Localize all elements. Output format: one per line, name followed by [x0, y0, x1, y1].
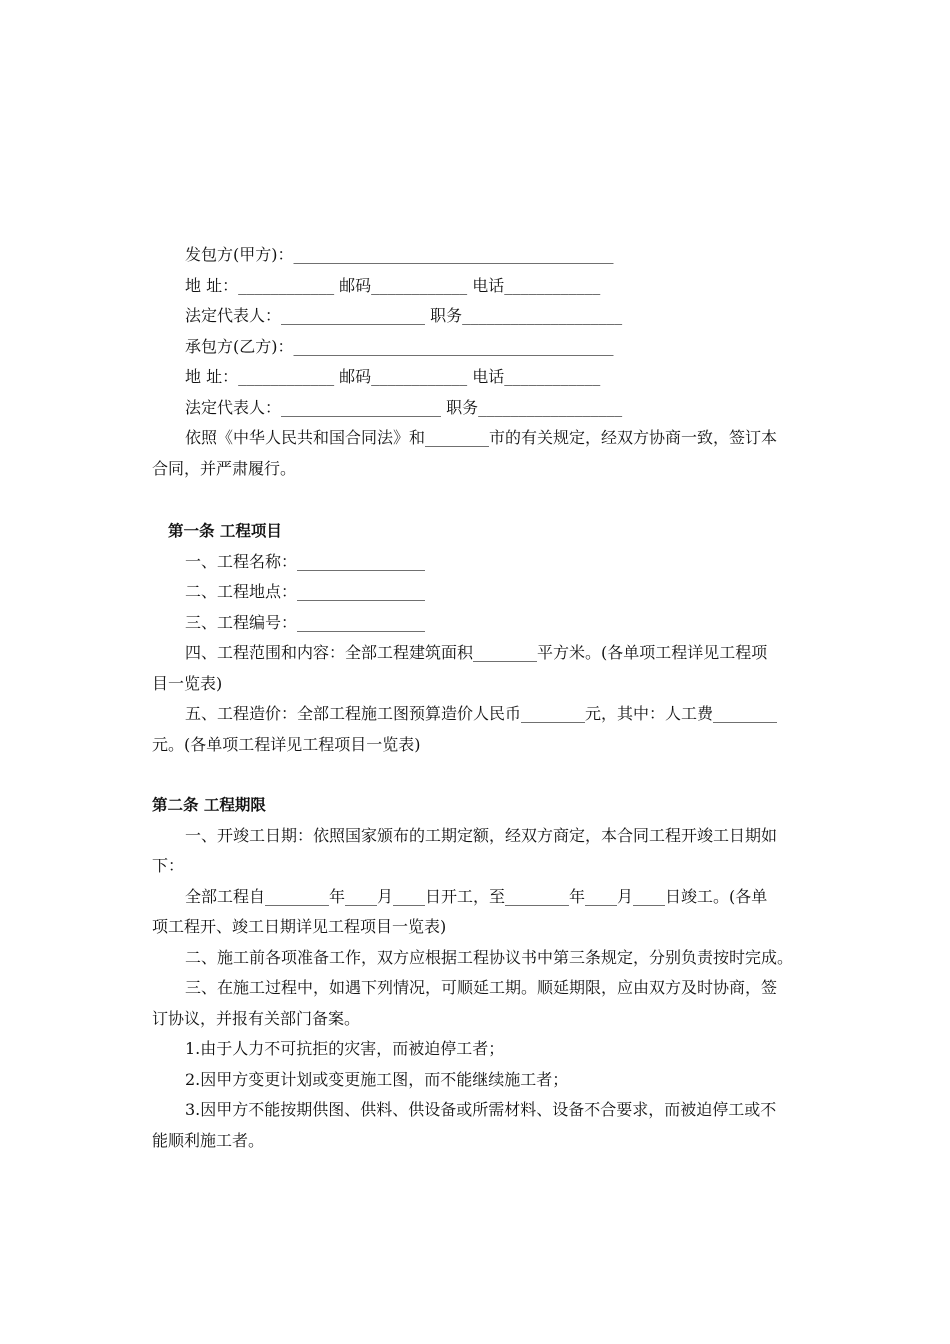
article-2-list-item-2: 2.因甲方变更计划或变更施工图，而不能继续施工者；	[185, 1069, 569, 1089]
article-1-item-4-line-2: 目一览表)	[152, 673, 223, 693]
article-2-p2-line-2: 项工程开、竣工日期详见工程项目一览表)	[152, 917, 447, 936]
article-2-p2-line-1: 全部工程自________年____月____日开工，至________年____月____日竣工。(各单	[185, 886, 768, 906]
article-2-p3: 二、施工前各项准备工作，双方应根据工程协议书中第三条规定，分别负责按时完成。	[185, 947, 794, 967]
article-2-list-item-1: 1.由于人力不可抗拒的灾害，而被迫停工者；	[185, 1039, 505, 1058]
article-1-item-3: 三、工程编号：________________	[185, 612, 426, 632]
party-b-line: 承包方(乙方)：________________________________________	[185, 336, 614, 356]
intro-paragraph-line-2: 合同，并严肃履行。	[152, 458, 297, 478]
article-1-item-1: 一、工程名称：________________	[185, 551, 426, 571]
article-2-p4-line-2: 订协议，并报有关部门备案。	[152, 1008, 361, 1028]
article-2-list-item-3-line-1: 3.因甲方不能按期供图、供料、供设备或所需材料、设备不合要求，而被迫停工或不	[185, 1100, 777, 1119]
article-2-p1-line-1: 一、开竣工日期：依照国家颁布的工期定额，经双方商定，本合同工程开竣工日期如	[185, 825, 778, 845]
article-1-item-5-line-2: 元。(各单项工程详见工程项目一览表)	[152, 734, 421, 754]
article-2-heading: 第二条 工程期限	[152, 796, 266, 814]
article-1-item-4-line-1: 四、工程范围和内容：全部工程建筑面积________平方米。(各单项工程详见工程项	[185, 643, 768, 662]
party-a-address-line: 地 址：____________ 邮码____________ 电话____________	[185, 275, 601, 295]
contract-page	[152, 240, 812, 1156]
article-1-item-2: 二、工程地点：________________	[185, 582, 426, 601]
article-2-p4-line-1: 三、在施工过程中，如遇下列情况，可顺延工期。顺延期限，应由双方及时协商，签	[185, 978, 778, 997]
article-2-p1-line-2: 下：	[152, 856, 185, 875]
article-1-item-5-line-1: 五、工程造价：全部工程施工图预算造价人民币________元，其中：人工费________	[185, 704, 778, 723]
party-a-line: 发包方(甲方)：________________________________________	[185, 245, 614, 264]
party-b-representative-line: 法定代表人：____________________ 职务__________________	[185, 397, 623, 417]
party-b-address-line: 地 址：____________ 邮码____________ 电话____________	[185, 367, 601, 386]
article-1-heading: 第一条 工程项目	[168, 522, 282, 540]
party-a-representative-line: 法定代表人：__________________ 职务____________________	[185, 306, 623, 325]
intro-paragraph-line-1: 依照《中华人民共和国合同法》和________市的有关规定，经双方协商一致，签订本	[185, 428, 778, 447]
article-2-list-item-3-line-2: 能顺利施工者。	[152, 1130, 265, 1150]
